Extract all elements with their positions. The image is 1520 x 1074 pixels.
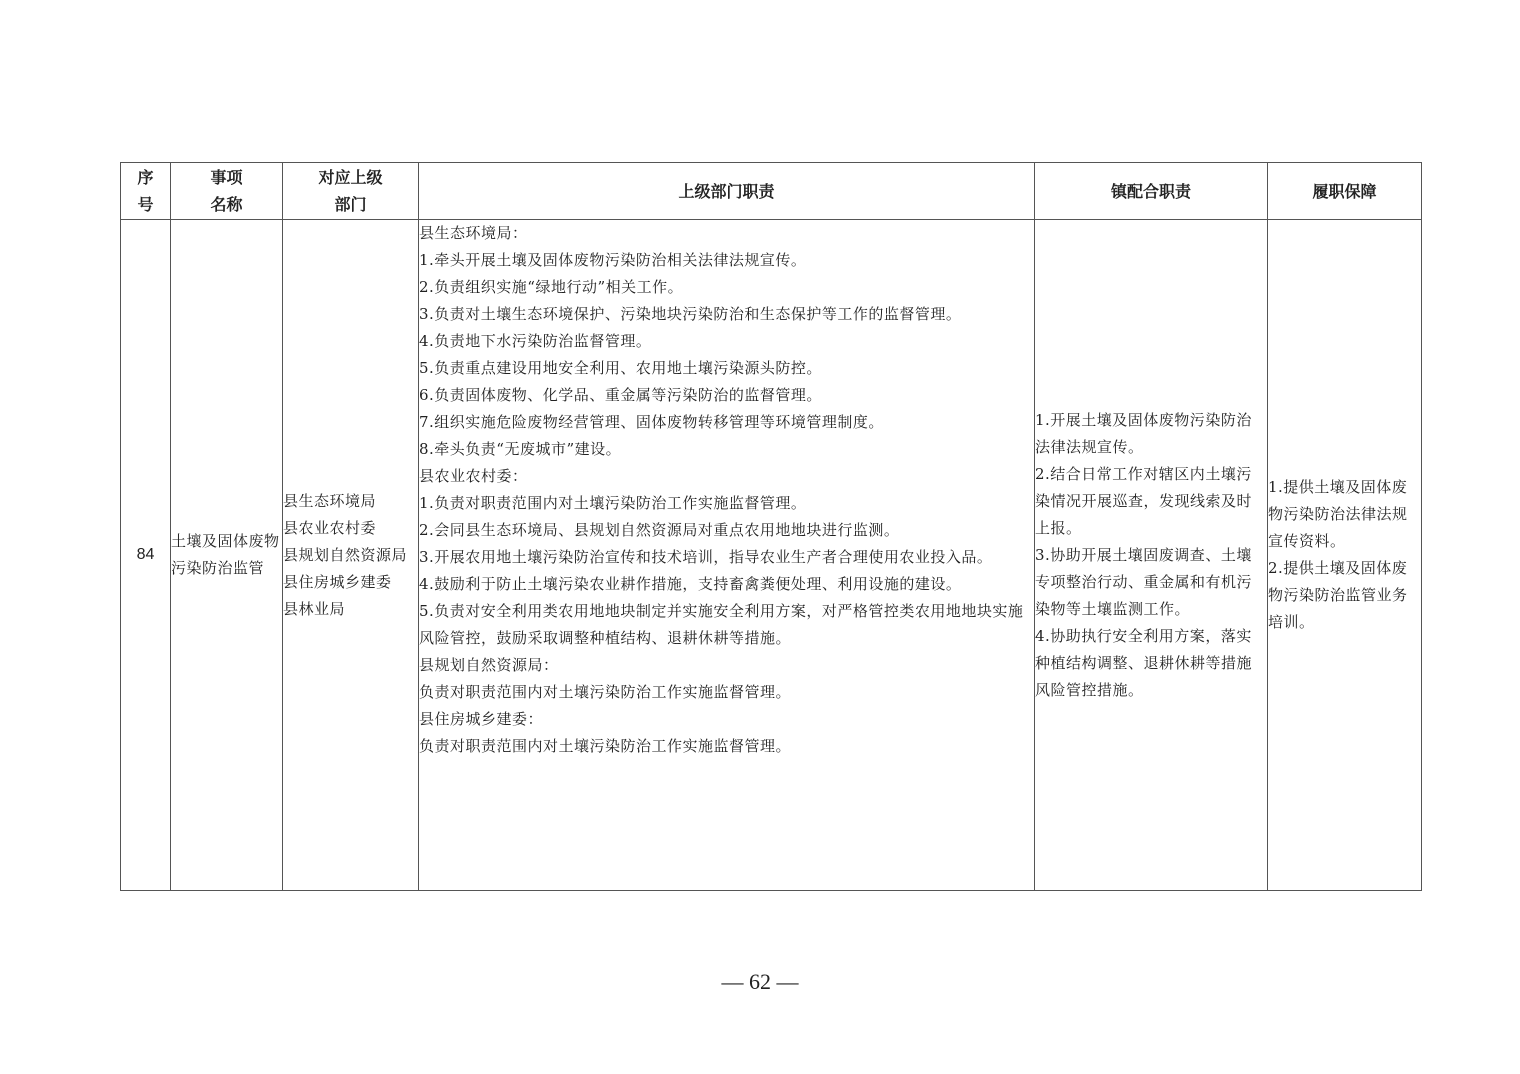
duty-item: 4.负责地下水污染防治监督管理。 [419, 332, 652, 350]
duty-item: 6.负责固体废物、化学品、重金属等污染防治的监督管理。 [419, 386, 822, 404]
town-duty-list [1035, 407, 1267, 704]
row-guarantees [1268, 220, 1422, 891]
duty-item: 3.开展农用地土壤污染防治宣传和技术培训，指导农业生产者合理使用农业投入品。 [419, 548, 993, 566]
duty-item: 3.负责对土壤生态环境保护、污染地块污染防治和生态保护等工作的监督管理。 [419, 305, 962, 323]
duty-item: 县生态环境局： [419, 224, 528, 242]
town-duty-item: 4.协助执行安全利用方案，落实种植结构调整、退耕休耕等措施风险管控措施。 [1035, 626, 1253, 699]
header-superior-duties [419, 163, 1035, 220]
header-text: 部门 [334, 195, 367, 214]
row-town-duties [1035, 220, 1268, 891]
duty-item: 5.负责对安全利用类农用地地块制定并实施安全利用方案，对严格管控类农用地地块实施风险管控，鼓励采取调整种植结构、退耕休耕等措施。 [419, 602, 1024, 647]
duty-item: 2.负责组织实施“绿地行动”相关工作。 [419, 278, 684, 296]
town-duty-item: 3.协助开展土壤固废调查、土壤专项整治行动、重金属和有机污染物等土壤监测工作。 [1035, 545, 1253, 618]
guarantee-list [1268, 474, 1421, 636]
department-item: 县规划自然资源局 [283, 545, 408, 564]
duty-item: 县住房城乡建委： [419, 710, 544, 728]
row-superior-duties [419, 220, 1035, 891]
duty-item: 负责对职责范围内对土壤污染防治工作实施监督管理。 [419, 683, 792, 701]
department-list [283, 488, 418, 623]
guarantee-item: 1.提供土壤及固体废物污染防治法律法规宣传资料。 [1268, 478, 1408, 550]
duty-item: 1.负责对职责范围内对土壤污染防治工作实施监督管理。 [419, 494, 807, 512]
header-text: 上级部门职责 [678, 181, 775, 201]
duty-item: 2.会同县生态环境局、县规划自然资源局对重点农用地地块进行监测。 [419, 521, 900, 539]
header-text: 序 [137, 168, 154, 187]
town-duty-item: 2.结合日常工作对辖区内土壤污染情况开展巡查，发现线索及时上报。 [1035, 464, 1253, 537]
header-superior-dept [283, 163, 419, 220]
superior-duty-list [419, 220, 1034, 760]
header-seq [121, 163, 171, 220]
header-town-duties [1035, 163, 1268, 220]
header-text: 号 [137, 195, 154, 214]
duty-item: 7.组织实施危险废物经营管理、固体废物转移管理等环境管理制度。 [419, 413, 884, 431]
header-text: 镇配合职责 [1110, 181, 1191, 201]
table-row [121, 220, 1422, 891]
header-item-name [171, 163, 283, 220]
department-item: 县住房城乡建委 [283, 572, 392, 591]
item-name-text: 土壤及固体废物污染防治监管 [171, 532, 280, 577]
page-number: — 62 — [721, 969, 799, 994]
duty-table [120, 162, 1422, 891]
duty-item: 8.牵头负责“无废城市”建设。 [419, 440, 622, 458]
duty-item: 负责对职责范围内对土壤污染防治工作实施监督管理。 [419, 737, 792, 755]
duty-item: 县农业农村委： [419, 467, 528, 485]
row-departments [283, 220, 419, 891]
header-text: 事项 [210, 168, 243, 187]
department-item: 县林业局 [283, 599, 346, 618]
department-item: 县生态环境局 [283, 491, 377, 510]
duty-item: 5.负责重点建设用地安全利用、农用地土壤污染源头防控。 [419, 359, 822, 377]
header-guarantee [1268, 163, 1422, 220]
town-duty-item: 1.开展土壤及固体废物污染防治法律法规宣传。 [1035, 410, 1252, 456]
duty-item: 县规划自然资源局： [419, 656, 559, 674]
department-item: 县农业农村委 [283, 518, 377, 537]
header-text: 名称 [210, 195, 243, 214]
duty-item: 4.鼓励利于防止土壤污染农业耕作措施，支持畜禽粪便处理、利用设施的建设。 [419, 575, 962, 593]
header-text: 对应上级 [318, 168, 383, 187]
row-item-name [171, 220, 283, 891]
row-seq: 84 [121, 220, 171, 891]
header-text: 履职保障 [1312, 181, 1377, 201]
table-header-row [121, 163, 1422, 220]
guarantee-item: 2.提供土壤及固体废物污染防治监管业务培训。 [1268, 559, 1408, 631]
duty-item: 1.牵头开展土壤及固体废物污染防治相关法律法规宣传。 [419, 251, 807, 269]
